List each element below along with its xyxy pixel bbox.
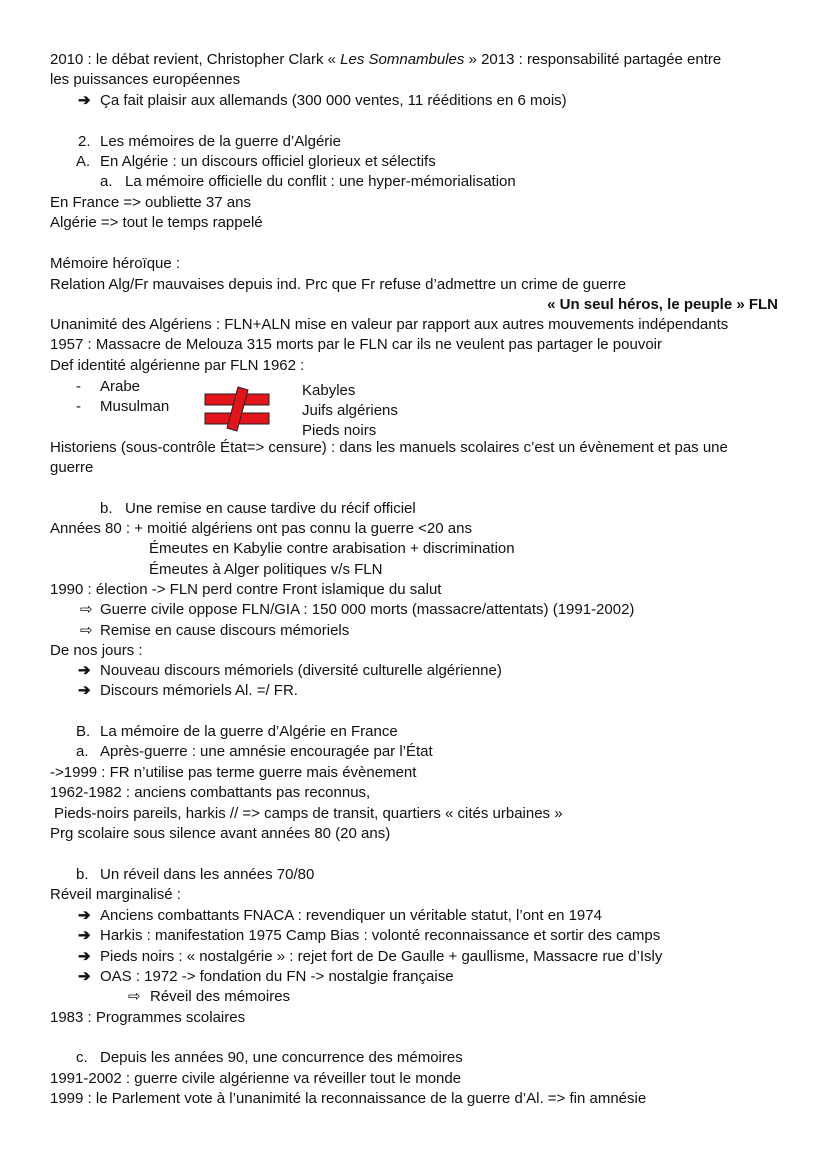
- dash-marker: -: [76, 378, 81, 395]
- text: » 2013 : responsabilité partagée entre: [464, 51, 722, 68]
- text-line: guerre: [50, 459, 94, 476]
- text-line: Émeutes à Alger politiques v/s FLN: [149, 561, 383, 578]
- bullet-text: Nouveau discours mémoriels (diversité culturelle algérienne): [100, 662, 502, 679]
- arrow-icon: ➔: [78, 92, 91, 109]
- section-heading: La mémoire officielle du conflit : une hyper-mémorialisation: [125, 173, 516, 190]
- dash-marker: -: [76, 398, 81, 415]
- hollow-arrow-icon: ⇨: [80, 601, 93, 618]
- list-marker: 2.: [78, 133, 91, 150]
- bullet-text: Guerre civile oppose FLN/GIA : 150 000 morts (massacre/attentats) (1991-2002): [100, 601, 635, 618]
- list-item: Musulman: [100, 398, 170, 415]
- text-line: Mémoire héroïque :: [50, 255, 181, 272]
- arrow-icon: ➔: [78, 927, 91, 944]
- arrow-icon: ➔: [78, 948, 91, 965]
- bullet-text: OAS : 1972 -> fondation du FN -> nostalgie française: [100, 968, 454, 985]
- section-heading: Les mémoires de la guerre d’Algérie: [100, 133, 341, 150]
- list-item: Juifs algériens: [302, 402, 398, 419]
- section-heading: En Algérie : un discours officiel glorieux et sélectifs: [100, 153, 436, 170]
- book-title: Les Somnambules: [340, 51, 465, 68]
- list-marker: B.: [76, 723, 91, 740]
- list-item: Arabe: [100, 378, 141, 395]
- text-line: Émeutes en Kabylie contre arabisation + discrimination: [149, 540, 515, 557]
- text-line: Def identité algérienne par FLN 1962 :: [50, 357, 305, 374]
- bullet-text: Remise en cause discours mémoriels: [100, 622, 350, 639]
- quote: « Un seul héros, le peuple » FLN: [547, 296, 778, 313]
- text-line: [50, 50, 721, 70]
- arrow-icon: ➔: [78, 907, 91, 924]
- bullet-text: Harkis : manifestation 1975 Camp Bias : volonté reconnaissance et sortir des camps: [100, 927, 661, 944]
- list-marker: b.: [76, 866, 89, 883]
- bullet-text: Discours mémoriels Al. =/ FR.: [100, 682, 298, 699]
- hollow-arrow-icon: ⇨: [128, 988, 141, 1005]
- not-equal-icon: [204, 386, 272, 432]
- text-line: Années 80 : + moitié algériens ont pas connu la guerre <20 ans: [50, 520, 472, 537]
- list-marker: b.: [100, 500, 113, 517]
- section-heading: Une remise en cause tardive du récif officiel: [125, 500, 416, 517]
- text-line: Prg scolaire sous silence avant années 80 (20 ans): [50, 825, 391, 842]
- list-item: Kabyles: [302, 382, 356, 399]
- text-line: Historiens (sous-contrôle État=> censure) : dans les manuels scolaires c’est un évènement et pas une: [50, 439, 728, 456]
- section-heading: Un réveil dans les années 70/80: [100, 866, 315, 883]
- bullet-text: Pieds noirs : « nostalgérie » : rejet fort de De Gaulle + gaullisme, Massacre rue d’Isly: [100, 948, 663, 965]
- bullet-text: Ça fait plaisir aux allemands (300 000 ventes, 11 rééditions en 6 mois): [100, 92, 567, 109]
- list-item: Pieds noirs: [302, 422, 377, 439]
- arrow-icon: ➔: [78, 968, 91, 985]
- list-marker: A.: [76, 153, 91, 170]
- arrow-icon: ➔: [78, 662, 91, 679]
- list-marker: a.: [100, 173, 113, 190]
- bullet-text: Anciens combattants FNACA : revendiquer un véritable statut, l’ont en 1974: [100, 907, 602, 924]
- text-line: 1990 : élection -> FLN perd contre Front islamique du salut: [50, 581, 442, 598]
- text-line: 1962-1982 : anciens combattants pas reconnus,: [50, 784, 371, 801]
- list-marker: c.: [76, 1049, 88, 1066]
- arrow-icon: ➔: [78, 682, 91, 699]
- list-marker: a.: [76, 743, 89, 760]
- text-line: Algérie => tout le temps rappelé: [50, 214, 263, 231]
- text-line: Réveil marginalisé :: [50, 886, 181, 903]
- text-line: Pieds-noirs pareils, harkis // => camps de transit, quartiers « cités urbaines »: [54, 805, 563, 822]
- section-heading: Après-guerre : une amnésie encouragée par l’État: [100, 743, 433, 760]
- text-line: En France => oubliette 37 ans: [50, 194, 251, 211]
- text-line: ->1999 : FR n’utilise pas terme guerre mais évènement: [50, 764, 417, 781]
- section-heading: La mémoire de la guerre d’Algérie en France: [100, 723, 398, 740]
- text-line: 1999 : le Parlement vote à l’unanimité la reconnaissance de la guerre d’Al. => fin amnésie: [50, 1090, 647, 1107]
- text-line: De nos jours :: [50, 642, 143, 659]
- text-line: 1983 : Programmes scolaires: [50, 1009, 246, 1026]
- text-line: les puissances européennes: [50, 71, 241, 88]
- bullet-text: Réveil des mémoires: [150, 988, 291, 1005]
- text-line: 1991-2002 : guerre civile algérienne va réveiller tout le monde: [50, 1070, 462, 1087]
- text-line: Unanimité des Algériens : FLN+ALN mise en valeur par rapport aux autres mouvements indépendants: [50, 316, 729, 333]
- section-heading: Depuis les années 90, une concurrence des mémoires: [100, 1049, 463, 1066]
- text: 2010 : le débat revient, Christopher Clark «: [50, 51, 341, 68]
- text-line: Relation Alg/Fr mauvaises depuis ind. Prc que Fr refuse d’admettre un crime de guerre: [50, 276, 627, 293]
- text-line: 1957 : Massacre de Melouza 315 morts par le FLN car ils ne veulent pas partager le pouvoir: [50, 336, 662, 353]
- hollow-arrow-icon: ⇨: [80, 622, 93, 639]
